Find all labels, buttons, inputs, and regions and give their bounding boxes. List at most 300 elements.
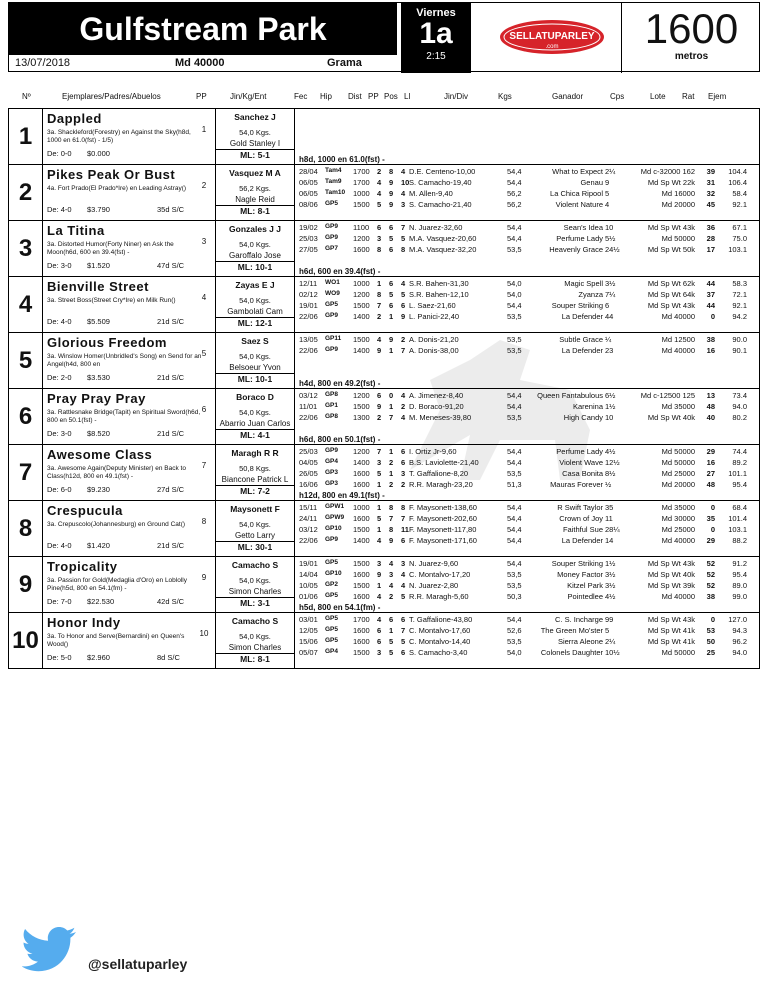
race-date: 13/05 <box>299 335 318 344</box>
horse-last-race: 21d S/C <box>157 541 185 550</box>
race-post: 4 <box>377 615 382 624</box>
jockey-name: Camacho S <box>231 616 279 626</box>
race-finish: 4 <box>401 570 406 579</box>
post-position: 6 <box>201 405 207 414</box>
past-race-row <box>299 592 761 603</box>
race-field-time: 92.1 <box>732 200 747 209</box>
horse-pedigree: 3a. Shackleford(Forestry) en Against the Sky(h8d, 1000 en 61.0(fst) - 1/5) <box>47 129 191 144</box>
race-position: 1 <box>389 402 394 411</box>
race-distance: 1600 <box>353 592 370 601</box>
race-track: Tam4 <box>325 167 342 174</box>
race-post: 9 <box>377 570 382 579</box>
race-rating: 13 <box>706 391 715 400</box>
trainer-name: Gold Stanley I <box>229 139 281 148</box>
race-track: GPW9 <box>325 514 345 521</box>
race-weight: 54,4 <box>507 514 522 523</box>
race-winner: Sierra Aleone <box>557 637 603 646</box>
race-track: Tam10 <box>325 189 346 196</box>
race-class: Md Sp Wt 40k <box>647 413 695 422</box>
race-finish: 7 <box>401 514 406 523</box>
horse-name: Bienville Street <box>47 279 149 294</box>
race-date: 27/05 <box>299 245 318 254</box>
past-race-row <box>299 615 761 626</box>
race-class: Md Sp Wt 43k <box>647 559 695 568</box>
past-race-row <box>299 626 761 637</box>
past-performances <box>299 559 761 612</box>
race-weight: 54,4 <box>507 503 522 512</box>
race-jockey-div: R.R. Maragh-23,20 <box>409 480 473 489</box>
race-winner: Perfume Lady <box>556 447 603 456</box>
race-class: Md c-12500 125 <box>640 391 695 400</box>
race-track: GP3 <box>325 480 339 487</box>
race-weight: 50,3 <box>507 592 522 601</box>
horse-info <box>47 223 202 270</box>
col-ll: Ll <box>404 92 411 101</box>
trainer-name: Abarrio Juan Carlos <box>219 419 291 428</box>
program-number: 2 <box>9 165 43 220</box>
race-rating: 40 <box>706 413 715 422</box>
jockey-weight: 50,8 Kgs. <box>239 464 271 473</box>
race-class: Md Sp Wt 41k <box>647 637 695 646</box>
race-rating: 0 <box>710 312 715 321</box>
horse-name: Tropicality <box>47 559 118 574</box>
morning-line: ML: 30-1 <box>216 541 294 552</box>
entry-row <box>9 165 759 221</box>
horse-info <box>47 559 202 606</box>
race-date: 25/03 <box>299 234 318 243</box>
horse-last-race: 42d S/C <box>157 597 185 606</box>
race-position: 3 <box>389 570 394 579</box>
jockey-cell <box>215 613 295 668</box>
morning-line: ML: 10-1 <box>216 373 294 384</box>
horse-record: De: 4-0 <box>47 541 72 550</box>
race-position: 6 <box>389 615 394 624</box>
race-jockey-div: M. Allen-9,40 <box>409 189 453 198</box>
past-performances <box>299 279 761 323</box>
race-lengths: 4 <box>605 200 610 209</box>
race-jockey-div: N. Juarez-32,60 <box>409 223 463 232</box>
horse-pedigree: 3a. Crepuscolo(Johannesburg) en Ground Cat() <box>47 521 186 528</box>
workout: h6d, 800 en 50.1(fst) - <box>299 435 381 444</box>
race-surface: Grama <box>327 57 362 69</box>
past-race-row <box>299 480 761 491</box>
race-lengths: 44 <box>605 312 614 321</box>
race-class: Md 40000 <box>661 312 695 321</box>
race-class: Md 40000 <box>661 346 695 355</box>
race-finish: 4 <box>401 167 406 176</box>
race-post: 9 <box>377 402 382 411</box>
race-position: 7 <box>389 413 394 422</box>
race-field-time: 58.3 <box>732 279 747 288</box>
race-rating: 31 <box>706 178 715 187</box>
distance-unit: metros <box>674 51 709 62</box>
race-winner: Colonels Daughter <box>540 648 603 657</box>
race-jockey-div: D.E. Centeno-10,00 <box>409 167 476 176</box>
twitter-handle[interactable]: @sellatuparley <box>88 956 188 972</box>
race-lengths: 2¼ <box>605 637 616 646</box>
race-lengths: 6 <box>605 301 610 310</box>
race-winner: La Defender <box>561 312 603 321</box>
race-weight: 54,4 <box>507 301 522 310</box>
race-weight: 54,4 <box>507 447 522 456</box>
race-class: Md Sp Wt 62k <box>647 279 695 288</box>
race-track: WO9 <box>325 290 340 297</box>
race-post: 3 <box>377 559 382 568</box>
past-race-row <box>299 178 761 189</box>
race-rating: 28 <box>706 234 715 243</box>
race-weight: 53,5 <box>507 581 522 590</box>
race-post: 3 <box>377 458 382 467</box>
morning-line: ML: 12-1 <box>216 317 294 328</box>
race-date: 12/05 <box>299 626 318 635</box>
race-rating: 48 <box>706 480 715 489</box>
race-track: GP9 <box>325 223 339 230</box>
race-winner: Violent Wave <box>559 458 603 467</box>
post-position: 7 <box>201 461 207 470</box>
race-winner: La Defender <box>561 346 603 355</box>
race-position: 9 <box>389 335 394 344</box>
race-class: Md c-32000 162 <box>640 167 695 176</box>
race-position: 5 <box>389 290 394 299</box>
workout: h8d, 1000 en 61.0(fst) - <box>299 155 385 164</box>
race-post: 6 <box>377 637 382 646</box>
race-position: 2 <box>389 480 394 489</box>
race-rating: 48 <box>706 402 715 411</box>
race-date: 02/12 <box>299 290 318 299</box>
race-date: 19/02 <box>299 223 318 232</box>
race-field-time: 91.2 <box>732 559 747 568</box>
past-race-row <box>299 335 761 346</box>
race-date: 22/06 <box>299 346 318 355</box>
race-post: 3 <box>377 234 382 243</box>
race-track: GP8 <box>325 391 339 398</box>
horse-earnings: $5.509 <box>87 317 110 326</box>
race-distance: 1500 <box>353 301 370 310</box>
program-number: 4 <box>9 277 43 332</box>
horse-last-race: 21d S/C <box>157 429 185 438</box>
jockey-name: Zayas E J <box>235 280 275 290</box>
race-winner: Genau <box>580 178 603 187</box>
race-lengths: 3½ <box>605 570 616 579</box>
race-field-time: 74.4 <box>732 447 747 456</box>
horse-earnings: $8.520 <box>87 429 110 438</box>
race-date: 08/06 <box>299 200 318 209</box>
jockey-name: Sanchez J <box>234 112 276 122</box>
horse-record: De: 5-0 <box>47 653 72 662</box>
horse-earnings: $2.960 <box>87 653 110 662</box>
race-jockey-div: T. Gaffalione-8,20 <box>409 469 469 478</box>
race-winner: La Chica Ripool <box>550 189 603 198</box>
morning-line: ML: 5-1 <box>216 149 294 160</box>
trainer-name: Simon Charles <box>228 643 282 652</box>
race-post: 5 <box>377 469 382 478</box>
race-distance: 1300 <box>353 413 370 422</box>
race-track: GP11 <box>325 335 342 342</box>
jockey-name: Camacho S <box>231 560 279 570</box>
race-position: 1 <box>389 626 394 635</box>
race-weight: 53,5 <box>507 335 522 344</box>
jockey-weight: 54,0 Kgs. <box>239 520 271 529</box>
race-field-time: 94.2 <box>732 312 747 321</box>
race-post: 7 <box>377 447 382 456</box>
post-position: 5 <box>201 349 207 358</box>
post-time: 2:15 <box>426 51 446 62</box>
race-class: Md 35000 <box>661 402 695 411</box>
race-position: 9 <box>389 189 394 198</box>
race-weight: 54,4 <box>507 167 522 176</box>
jockey-name: Boraco D <box>236 392 274 402</box>
race-winner: Pointedlee <box>567 592 603 601</box>
race-finish: 4 <box>401 279 406 288</box>
race-field-time: 67.1 <box>732 223 747 232</box>
col-pos: Pos <box>384 92 398 101</box>
morning-line: ML: 10-1 <box>216 261 294 272</box>
trainer-name: Getto Larry <box>234 531 275 540</box>
race-lengths: 8½ <box>605 469 616 478</box>
race-field-time: 89.0 <box>732 581 747 590</box>
race-lengths: 10 <box>605 413 614 422</box>
program-number: 7 <box>9 445 43 500</box>
morning-line: ML: 8-1 <box>216 205 294 216</box>
race-rating: 29 <box>706 447 715 456</box>
col-pp: PP <box>196 92 207 101</box>
race-distance: 1500 <box>353 402 370 411</box>
race-winner: The Green Mo'ster <box>540 626 603 635</box>
race-weight: 54,4 <box>507 458 522 467</box>
race-weight: 54,0 <box>507 290 522 299</box>
race-distance: 1200 <box>353 447 370 456</box>
race-lengths: 28¼ <box>605 525 620 534</box>
race-post: 1 <box>377 279 382 288</box>
race-finish: 5 <box>401 592 406 601</box>
jockey-name: Gonzales J J <box>229 224 281 234</box>
workout: h6d, 600 en 39.4(fst) - <box>299 267 381 276</box>
race-date: 01/06 <box>299 592 318 601</box>
race-class: Md 40000 <box>175 57 225 69</box>
race-track: GP9 <box>325 346 339 353</box>
race-jockey-div: R.R. Maragh-5,60 <box>409 592 469 601</box>
race-track: GP5 <box>325 592 339 599</box>
past-race-row <box>299 413 761 424</box>
race-weight: 52,6 <box>507 626 522 635</box>
race-distance: 1500 <box>353 559 370 568</box>
horse-last-race: 27d S/C <box>157 485 185 494</box>
race-class: Md 16000 <box>661 189 695 198</box>
race-field-time: 94.0 <box>732 648 747 657</box>
horse-last-race: 21d S/C <box>157 317 185 326</box>
race-winner: Kitzel Park <box>567 581 603 590</box>
race-jockey-div: A. Donis-21,20 <box>409 335 459 344</box>
past-race-row <box>299 648 761 659</box>
horse-earnings: $1.420 <box>87 541 110 550</box>
race-field-time: 101.4 <box>728 514 747 523</box>
race-position: 4 <box>389 559 394 568</box>
race-track: GP9 <box>325 536 339 543</box>
race-track: GP4 <box>325 458 339 465</box>
race-field-time: 106.4 <box>728 178 747 187</box>
race-weight: 54,4 <box>507 525 522 534</box>
horse-last-race: 21d S/C <box>157 373 185 382</box>
race-field-time: 104.4 <box>728 167 747 176</box>
entry-row <box>9 557 759 613</box>
race-winner: Violent Nature <box>555 200 603 209</box>
race-field-time: 90.1 <box>732 346 747 355</box>
race-position: 9 <box>389 536 394 545</box>
post-position: 10 <box>199 629 209 638</box>
race-class: Md Sp Wt 43k <box>647 301 695 310</box>
program-number: 10 <box>9 613 43 668</box>
col-cps: Cps <box>610 92 625 101</box>
jockey-weight: 54,0 Kgs. <box>239 352 271 361</box>
race-distance: 1400 <box>353 458 370 467</box>
race-position: 8 <box>389 167 394 176</box>
race-distance: 1600 <box>353 480 370 489</box>
past-race-row <box>299 447 761 458</box>
race-finish: 3 <box>401 469 406 478</box>
race-weight: 53,5 <box>507 245 522 254</box>
program-number: 8 <box>9 501 43 556</box>
col-winner: Ganador <box>552 92 584 101</box>
past-race-row <box>299 234 761 245</box>
race-finish: 2 <box>401 335 406 344</box>
race-weight: 54,0 <box>507 279 522 288</box>
horse-pedigree: 4a. Fort Prado(El Prado*Ire) en Leading Astray() <box>47 185 187 192</box>
race-finish: 6 <box>401 447 406 456</box>
race-field-time: 88.2 <box>732 536 747 545</box>
horse-record: De: 6-0 <box>47 485 72 494</box>
race-date: 19/01 <box>299 301 318 310</box>
race-distance-box <box>621 3 761 73</box>
past-race-row <box>299 514 761 525</box>
twitter-bird-icon <box>22 926 78 972</box>
race-date: 03/12 <box>299 391 318 400</box>
race-class: Md 25000 <box>661 525 695 534</box>
race-distance: 1500 <box>353 335 370 344</box>
race-jockey-div: S.R. Bahen-12,10 <box>409 290 469 299</box>
horse-name: Pikes Peak Or Bust <box>47 167 176 182</box>
race-track: GP1 <box>325 402 339 409</box>
race-position: 1 <box>389 312 394 321</box>
race-finish: 9 <box>401 312 406 321</box>
race-position: 4 <box>389 581 394 590</box>
race-winner: Sean's Idea <box>563 223 603 232</box>
race-position: 6 <box>389 279 394 288</box>
race-field-time: 103.1 <box>728 245 747 254</box>
race-field-time: 103.1 <box>728 525 747 534</box>
logo-subtext: .com <box>545 44 559 50</box>
race-position: 2 <box>389 458 394 467</box>
race-post: 5 <box>377 514 382 523</box>
race-date: 22/06 <box>299 536 318 545</box>
past-race-row <box>299 200 761 211</box>
race-track: GP5 <box>325 615 339 622</box>
race-field-time: 94.3 <box>732 626 747 635</box>
race-weight: 56,2 <box>507 189 522 198</box>
col-rat: Rat <box>682 92 695 101</box>
race-date: 10/05 <box>299 581 318 590</box>
race-rating: 44 <box>706 279 715 288</box>
horse-pedigree: 3a. Street Boss(Street Cry*Ire) en Milk Run() <box>47 297 176 304</box>
race-date: 05/07 <box>299 648 318 657</box>
past-race-row <box>299 312 761 323</box>
race-finish: 6 <box>401 648 406 657</box>
horse-info <box>47 615 202 662</box>
race-finish: 10 <box>401 178 410 187</box>
race-track: GP9 <box>325 447 339 454</box>
race-post: 1 <box>377 503 382 512</box>
trainer-name: Biancone Patrick L <box>221 475 289 484</box>
race-field-time: 99.0 <box>732 592 747 601</box>
race-winner: Casa Bonita <box>562 469 603 478</box>
race-post: 7 <box>377 301 382 310</box>
race-field-time: 96.2 <box>732 637 747 646</box>
jockey-cell <box>215 501 295 556</box>
race-field-time: 72.1 <box>732 290 747 299</box>
jockey-cell <box>215 389 295 444</box>
race-position: 1 <box>389 469 394 478</box>
col-num: Nº <box>22 92 31 101</box>
past-race-row <box>299 559 761 570</box>
jockey-cell <box>215 109 295 164</box>
race-position: 2 <box>389 592 394 601</box>
race-position: 7 <box>389 514 394 523</box>
race-day-box <box>401 3 471 73</box>
col-jindiv: Jin/Div <box>444 92 469 101</box>
race-date: 22/06 <box>299 413 318 422</box>
entry-row <box>9 389 759 445</box>
past-race-row <box>299 346 761 357</box>
race-rating: 37 <box>706 290 715 299</box>
horse-info <box>47 447 202 494</box>
race-weight: 54,4 <box>507 223 522 232</box>
program-number: 9 <box>9 557 43 612</box>
race-winner: R Swift Taylor <box>557 503 603 512</box>
race-distance: 1600 <box>644 5 739 52</box>
race-winner: Crown of Joy <box>559 514 603 523</box>
race-jockey-div: M. Meneses-39,80 <box>409 413 472 422</box>
race-position: 9 <box>389 178 394 187</box>
race-lengths: 14 <box>605 536 614 545</box>
horse-pedigree: 3a. Awesome Again(Deputy Minister) en Back to Class(h12d, 800 en 49.1(fst) - <box>47 465 186 480</box>
race-field-time: 89.2 <box>732 458 747 467</box>
race-winner: La Defender <box>561 536 603 545</box>
race-jockey-div: A. Jimenez-8,40 <box>409 391 464 400</box>
race-winner: Mauras Forever <box>550 480 603 489</box>
race-track: GP9 <box>325 312 339 319</box>
race-weight: 54,4 <box>507 391 522 400</box>
race-jockey-div: L. Saez-21,60 <box>409 301 456 310</box>
col-fec: Fec <box>294 92 308 101</box>
race-weight: 56,2 <box>507 200 522 209</box>
past-race-row <box>299 245 761 256</box>
horse-pedigree: 3a. Rattlesnake Bridge(Tapit) en Spiritual Sword(h6d, 800 en 50.1(fst) - <box>47 409 201 424</box>
race-finish: 4 <box>401 189 406 198</box>
horse-earnings: $3.790 <box>87 205 110 214</box>
horse-record: De: 4-0 <box>47 317 72 326</box>
horse-earnings: $22.530 <box>87 597 115 606</box>
past-performances <box>299 447 761 500</box>
race-track: GP5 <box>325 637 339 644</box>
race-winner: High Candy <box>563 413 603 422</box>
horse-pedigree: 3a. Passion for Gold(Medaglia d'Oro) en Loblolly Pine(h5d, 800 en 54.1(fm) - <box>47 577 187 592</box>
race-rating: 17 <box>706 245 715 254</box>
race-weight: 53,5 <box>507 346 522 355</box>
race-track: WO1 <box>325 279 340 286</box>
race-lengths: 5½ <box>605 234 616 243</box>
race-lengths: 3½ <box>605 581 616 590</box>
horse-record: De: 4-0 <box>47 205 72 214</box>
horse-info <box>47 111 202 158</box>
